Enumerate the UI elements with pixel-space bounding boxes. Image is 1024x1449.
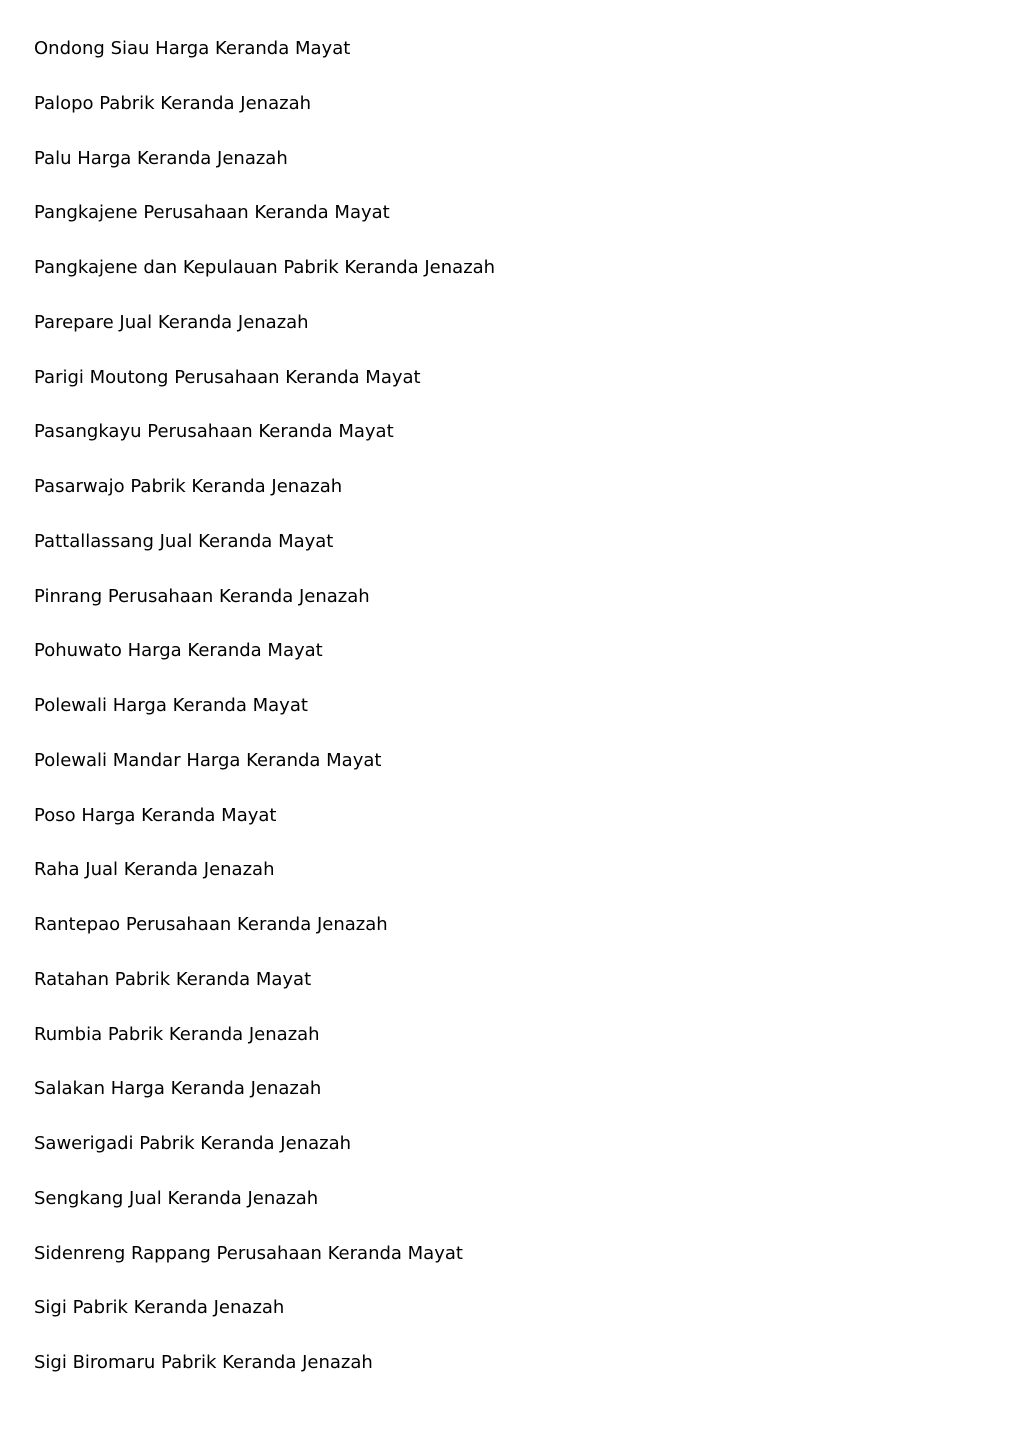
location-list — [34, 34, 994, 1403]
list-item: Pasarwajo Pabrik Keranda Jenazah — [34, 476, 343, 497]
list-item: Palu Harga Keranda Jenazah — [34, 147, 288, 169]
list-item: Polewali Harga Keranda Mayat — [34, 695, 308, 716]
list-item: Ondong Siau Harga Keranda Mayat — [34, 38, 351, 59]
list-item: Rumbia Pabrik Keranda Jenazah — [34, 1023, 320, 1045]
list-item: Salakan Harga Keranda Jenazah — [34, 1078, 322, 1100]
list-item: Polewali Mandar Harga Keranda Mayat — [34, 749, 382, 771]
list-item: Pangkajene dan Kepulauan Pabrik Keranda Jenazah — [34, 257, 496, 278]
list-item: Poso Harga Keranda Mayat — [34, 804, 277, 826]
list-item: Pasangkayu Perusahaan Keranda Mayat — [34, 421, 394, 443]
list-item: Pinrang Perusahaan Keranda Jenazah — [34, 585, 370, 607]
list-item: Sawerigadi Pabrik Keranda Jenazah — [34, 1133, 352, 1154]
list-item: Sengkang Jual Keranda Jenazah — [34, 1187, 319, 1209]
list-item: Pattallassang Jual Keranda Mayat — [34, 530, 334, 552]
list-item: Parepare Jual Keranda Jenazah — [34, 311, 309, 333]
list-item: Ratahan Pabrik Keranda Mayat — [34, 968, 312, 990]
list-item: Pohuwato Harga Keranda Mayat — [34, 640, 323, 662]
list-item: Sigi Pabrik Keranda Jenazah — [34, 1297, 285, 1319]
list-item: Pangkajene Perusahaan Keranda Mayat — [34, 202, 390, 224]
list-item: Raha Jual Keranda Jenazah — [34, 859, 275, 881]
list-item: Parigi Moutong Perusahaan Keranda Mayat — [34, 366, 421, 388]
list-item: Rantepao Perusahaan Keranda Jenazah — [34, 914, 388, 935]
list-item: Sidenreng Rappang Perusahaan Keranda Mayat — [34, 1242, 463, 1264]
list-item: Palopo Pabrik Keranda Jenazah — [34, 92, 312, 114]
list-item: Sigi Biromaru Pabrik Keranda Jenazah — [34, 1352, 373, 1373]
